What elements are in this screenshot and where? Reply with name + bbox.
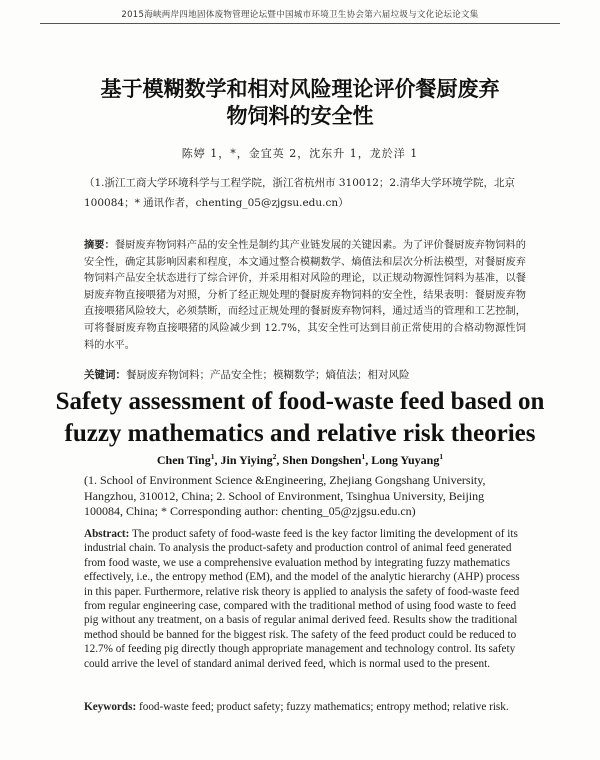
en-title-line1: Safety assessment of food-waste feed based on	[55, 388, 545, 415]
en-authors	[50, 452, 550, 468]
cn-title-line1: 基于模糊数学和相对风险理论评价餐厨废弃	[100, 77, 500, 101]
en-abstract	[84, 527, 526, 671]
en-title-line2: fuzzy mathematics and relative risk theories	[64, 420, 536, 447]
cn-affiliation: （1.浙江工商大学环境科学与工程学院，浙江省杭州市 310012；2.清华大学环境学院，北京 100084；* 通讯作者，chenting_05@zjgsu.edu.cn）	[84, 177, 515, 209]
cn-title	[60, 76, 540, 130]
en-author: Shen Dongshen$^1$,	[282, 452, 372, 467]
running-header: 2015海峡两岸四地固体废物管理论坛暨中国城市环境卫生协会第六届垃圾与文化论坛论文集	[121, 10, 479, 20]
cn-keywords-label: 关键词：	[84, 369, 126, 381]
en-author: Long Yuyang$^1$	[371, 452, 444, 467]
en-author: Chen Ting$^1$,	[156, 452, 221, 467]
cn-keywords-text: 餐厨废弃物饲料；产品安全性；模糊数学；熵值法；相对风险	[126, 369, 410, 381]
cn-title-line2: 物饲料的安全性	[226, 104, 374, 128]
en-keywords	[84, 700, 526, 714]
cn-authors: 陈婷 1，*，金宜英 2，沈东升 1，龙於洋 1	[181, 147, 419, 160]
header-rule	[40, 23, 560, 24]
en-keywords-text: food-waste feed; product safety; fuzzy mathematics; entropy method; relative risk.	[139, 701, 509, 713]
en-title	[50, 386, 550, 450]
en-affiliation: (1. School of Environment Science &Engineering, Zhejiang Gongshang University, Hangzhou, 310012, China; 2. School of Environment, Tsinghua University, Beijing 100084, China; * Corresponding author: chenting_05@zjgsu.edu.cn)	[84, 473, 486, 518]
en-author: Jin Yiying$^2$,	[220, 452, 283, 467]
cn-abstract	[84, 238, 526, 354]
cn-keywords	[84, 367, 526, 382]
en-abstract-label: Abstract:	[84, 528, 130, 540]
en-abstract-text: The product safety of food-waste feed is the key factor limiting the development of its industrial chain. To analysis the product-safety and production control of animal feed generated from food waste, we use a comprehensive evaluation method by integrating fuzzy mathematics effectively, i.e., the entropy method (EM), and the model of the analytic hierarchy (AHP) process in this paper. Furthermore, relative risk theory is applied to analysis the safety of food-waste feed from regular engineering case, compared with the traditional method of using food waste to feed pig without any treatment, on a basis of regular animal derived feed. Results show the traditional method should be banned for the biggest risk. The safety of the feed product could be reduced to 12.7% of feeding pig directly though appropriate management and technology control. Its safety could arrive the level of standard animal derived feed, which is normal used to the present.	[84, 528, 520, 670]
cn-abstract-label: 摘要：	[84, 240, 115, 251]
en-keywords-label: Keywords:	[84, 701, 137, 713]
cn-abstract-text: 餐厨废弃物饲料产品的安全性是制约其产业链发展的关键因素。为了评价餐厨废弃物饲料的安全性，确定其影响因素和程度，本文通过整合模糊数学、熵值法和层次分析法模型，对餐厨废弃物饲料产品安全状态进行了综合评价，并采用相对风险的理论，以正规动物源性饲料为基准，以餐厨废弃物直接喂猪为对照，分析了经正规处理的餐厨废弃物饲料的安全性，结果表明：餐厨废弃物直接喂猪风险较大，必须禁断，而经过正规处理的餐厨废弃物饲料，通过适当的管理和工艺控制，可将餐厨废弃物直接喂猪的风险减少到 12.7%，其安全性可达到目前正常使用的合格动物源性饲料的水平。	[84, 240, 526, 351]
